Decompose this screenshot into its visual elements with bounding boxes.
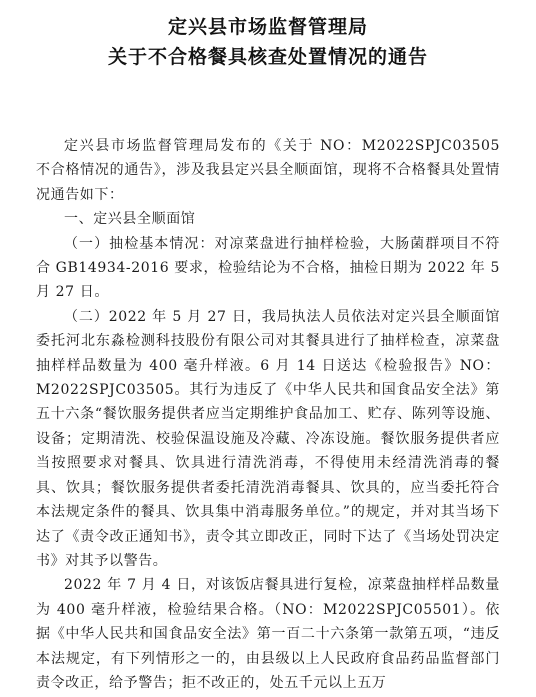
inspection-basic-info-paragraph: （一）抽检基本情况：对凉菜盘进行抽样检验，大肠菌群项目不符合 GB14934-2016 要求，检验结论为不合格，抽检日期为 2022 年 5 月 27 日。 <box>36 235 500 301</box>
document-title-line-1: 定兴县市场监督管理局 <box>167 16 368 38</box>
enforcement-paragraph: （二）2022 年 5 月 27 日，我局执法人员依法对定兴县全顺面馆委托河北东淼检测科技股份有限公司对其餐具进行了抽样检查，凉菜盘抽样样品数量为 400 毫升样液。6 月 14 日送达《检验报告》NO：M2022SPJC03505。其行为违反了《中华人民共和国食品安全法》第五十六条“餐饮服务提供者应当定期维护食品加工、贮存、陈列等设施、设备；定期清洗、校验保温设施及冷藏、冷冻设施。餐饮服务提供者应当按照要求对餐具、饮具进行清洗消毒，不得使用未经清洗消毒的餐具、饮具；餐饮服务提供者委托清洗消毒餐具、饮具的，应当委托符合本法规定条件的餐具、饮具集中消毒服务单位。”的规定，并对其当场下达了《责令改正通知书》，责令其立即改正，同时下达了《当场处罚决定书》对其予以警告。 <box>36 308 500 569</box>
section-heading-shop: 一、定兴县全顺面馆 <box>64 211 196 228</box>
document-title-line-2: 关于不合格餐具核查处置情况的通告 <box>107 46 428 68</box>
intro-paragraph: 定兴县市场监督管理局发布的《关于 NO：M2022SPJC03505 不合格情况的通告》，涉及我县定兴县全顺面馆，现将不合格餐具处置情况通告如下： <box>36 138 500 203</box>
recheck-paragraph: 2022 年 7 月 4 日，对该饭店餐具进行复检，凉菜盘抽样样品数量为 400 毫升样液，检验结果合格。（NO：M2022SPJC05501）。依据《中华人民共和国食品安全法》第一百二十六条第一款第五项，“违反本法规定，有下列情形之一的，由县级以上人民政府食品药品监督部门责令改正，给予警告；拒不改正的，处五千元以上五万 <box>36 577 500 691</box>
document-body <box>36 134 500 695</box>
